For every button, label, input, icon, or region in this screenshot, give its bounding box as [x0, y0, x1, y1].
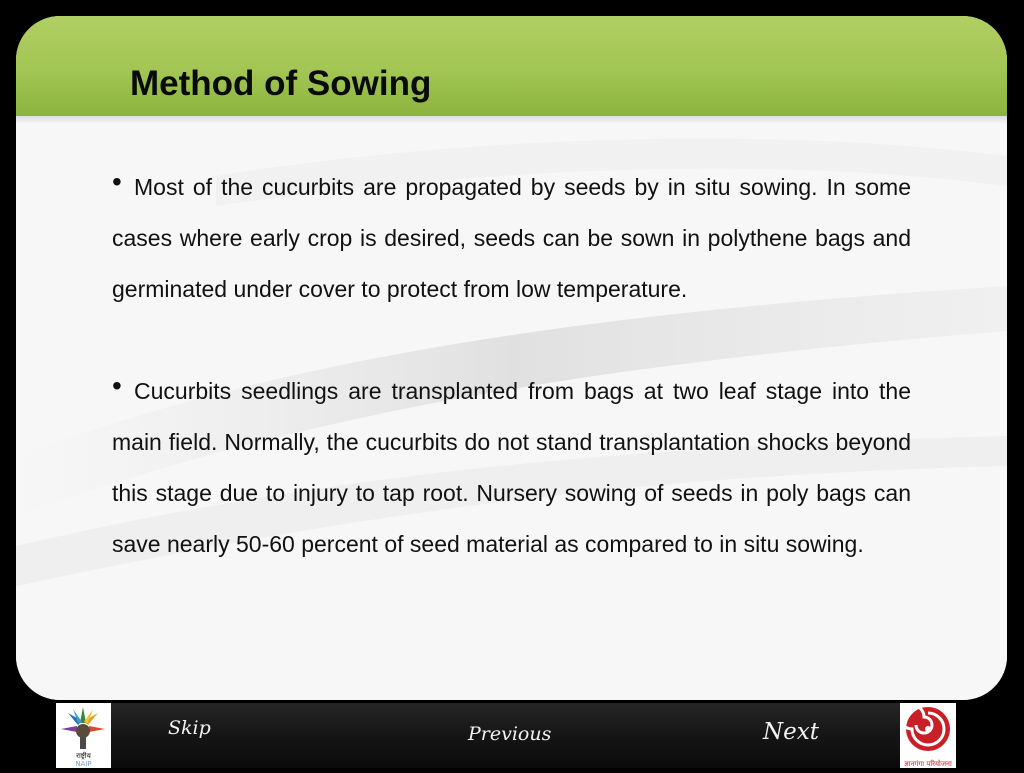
previous-button[interactable]: Previous — [468, 723, 552, 745]
bullet-text: Most of the cucurbits are propagated by seeds by in situ sowing. In some cases where early crop is desired, seeds can be sown in polythene bags and germinated under cover to protect from low temperature. — [112, 174, 911, 302]
gyan-ganga-logo — [900, 703, 956, 768]
naip-caption-hindi: राष्ट्रीय — [76, 752, 91, 760]
slide-title: Method of Sowing — [130, 64, 432, 103]
slide-canvas — [16, 16, 1007, 700]
bullet-text: Cucurbits seedlings are transplanted from bags at two leaf stage into the main field. Normally, the cucurbits do not stand transplantation shocks beyond this stage due to injury to tap root. Nursery sowing of seeds in poly bags can save nearly 50-60 percent of seed material as compared to in situ sowing. — [112, 378, 911, 557]
header-shadow — [16, 116, 1007, 124]
bullet-item — [112, 162, 911, 315]
next-button[interactable]: Next — [763, 719, 819, 745]
gyan-ganga-caption: ज्ञानगंगा परियोजना — [904, 760, 952, 768]
bullet-item — [112, 366, 911, 570]
skip-button[interactable]: Skip — [168, 717, 211, 739]
naip-caption-english: NAIP — [75, 760, 92, 768]
gyan-ganga-spiral-logo-icon — [900, 703, 956, 759]
bullet-icon: • — [112, 370, 122, 401]
bullet-icon: • — [112, 166, 122, 197]
naip-logo — [56, 703, 111, 768]
footer-navigation — [0, 703, 1024, 768]
slide-content — [112, 162, 911, 570]
naip-logo-caption — [56, 752, 111, 768]
